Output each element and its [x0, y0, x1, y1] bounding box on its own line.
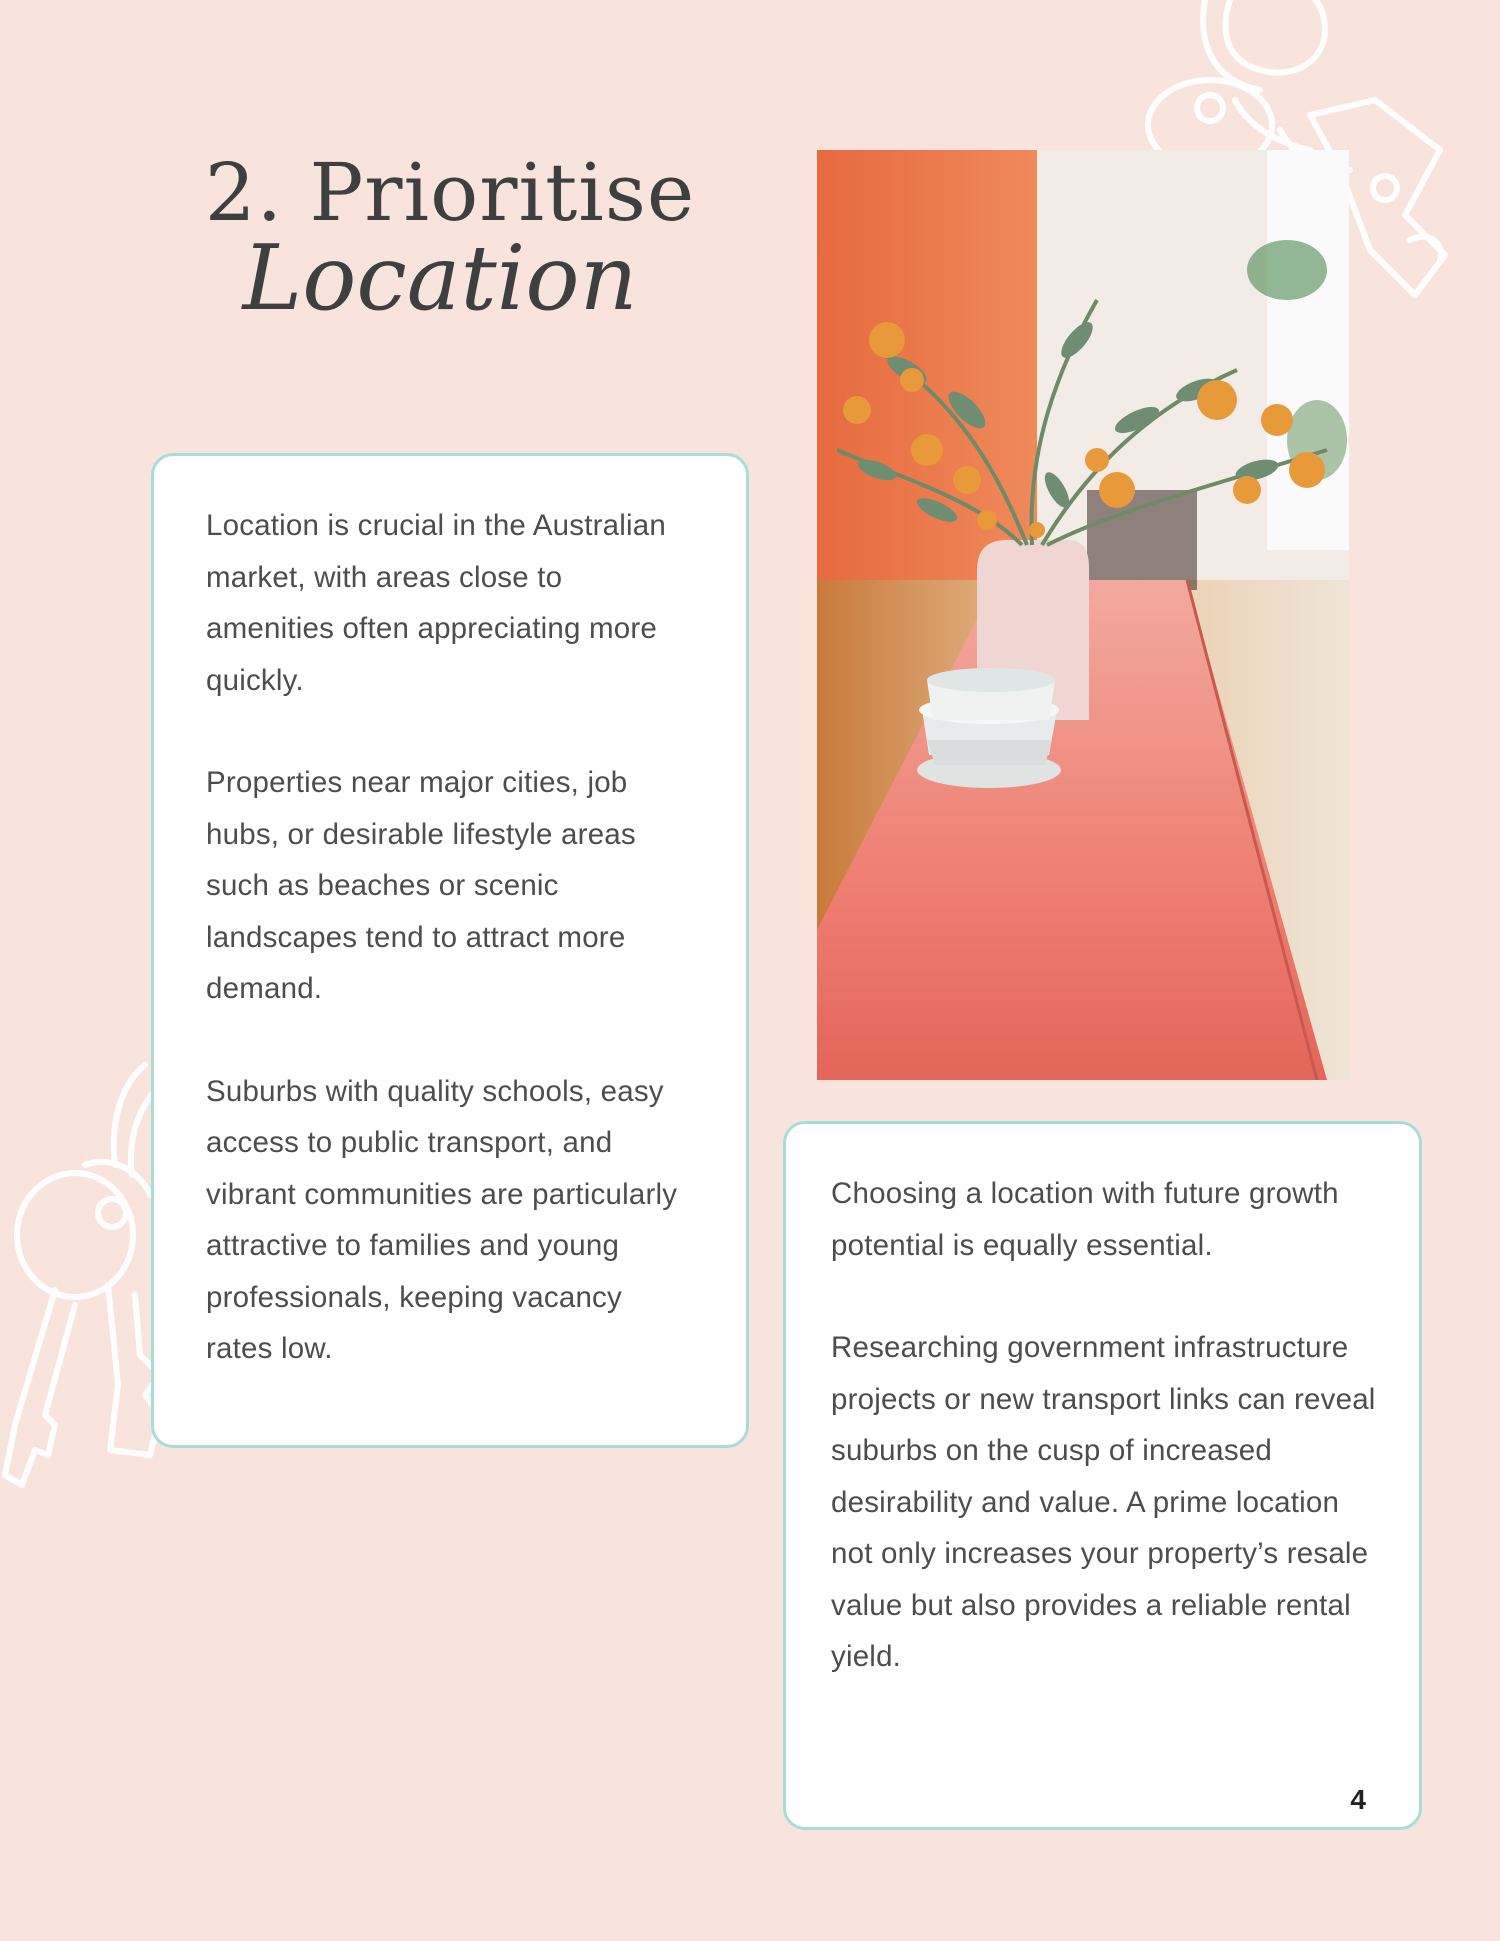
- right-text-card: [783, 1121, 1422, 1830]
- paragraph: Suburbs with quality schools, easy access to public transport, and vibrant communities are particularly attractive to families and young professionals, keeping vacancy rates low.: [206, 1074, 678, 1365]
- photo-flowers-on-table: [817, 150, 1349, 1080]
- left-text-card: [151, 453, 749, 1448]
- paragraph: Properties near major cities, job hubs, or desirable lifestyle areas such as beaches or scenic landscapes tend to attract more demand.: [206, 766, 636, 1005]
- title-line-1: 2. Prioritise: [204, 146, 696, 239]
- paragraph: Location is crucial in the Australian market, with areas close to amenities often appreciating more quickly.: [206, 509, 666, 697]
- page-number: 4: [1350, 1784, 1366, 1815]
- keys-doodle-icon: [0, 1055, 175, 1515]
- title-line-2: Location: [242, 226, 638, 331]
- page-title: [150, 146, 750, 331]
- paragraph: Researching government infrastructure projects or new transport links can reveal suburbs on the cusp of increased desirability and value. A prime location not only increases your property’s resale value but also provides a reliable rental yield.: [831, 1331, 1376, 1673]
- paragraph: Choosing a location with future growth potential is equally essential.: [831, 1177, 1339, 1262]
